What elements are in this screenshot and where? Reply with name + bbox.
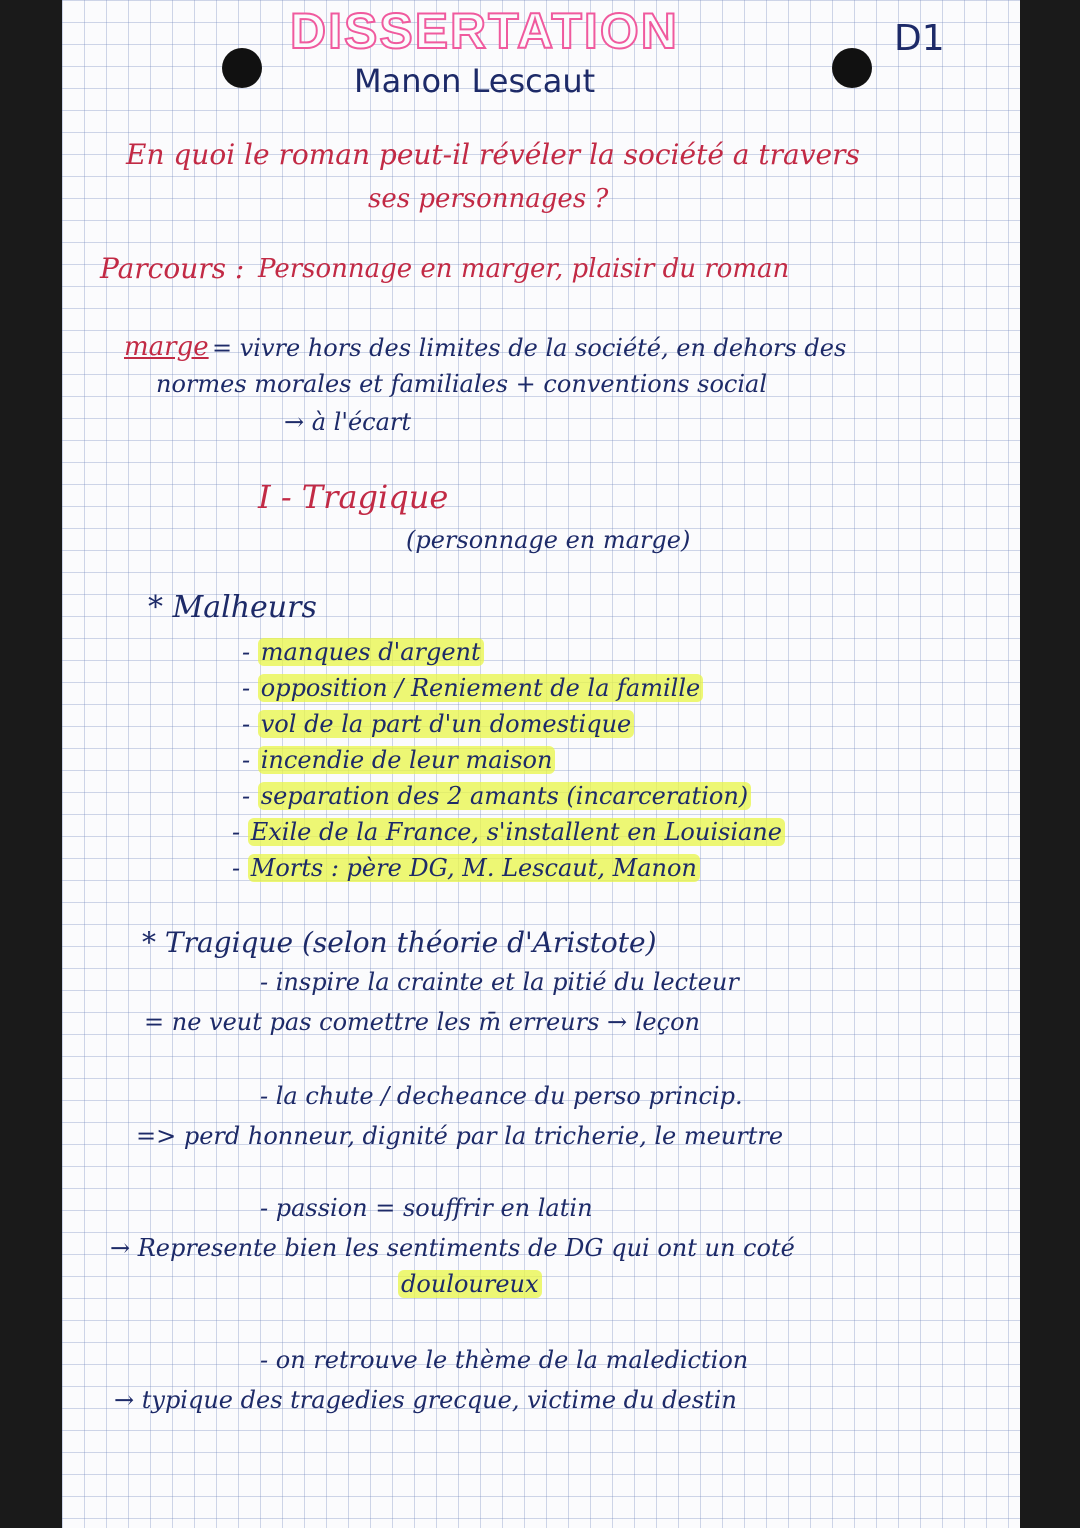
parcours-label: Parcours : xyxy=(100,252,245,285)
punch-hole-right xyxy=(832,48,872,88)
question-line-2: ses personnages ? xyxy=(368,184,609,214)
tragique-line-b2: => perd honneur, dignité par la tricherie, le meurtre xyxy=(136,1122,784,1150)
list-item: - opposition / Reniement de la famille xyxy=(242,674,703,702)
tragique-line-d1: - on retrouve le thème de la malediction xyxy=(260,1346,749,1374)
tragique-line-c3: douloureux xyxy=(398,1270,542,1298)
section-subtitle: (personnage en marge) xyxy=(406,526,691,554)
definition-line-3: → à l'écart xyxy=(284,408,412,436)
list-item: - Morts : père DG, M. Lescaut, Manon xyxy=(232,854,700,882)
tragique-heading: * Tragique (selon théorie d'Aristote) xyxy=(142,926,657,959)
list-item: - manques d'argent xyxy=(242,638,484,666)
list-item-text: opposition / Reniement de la famille xyxy=(258,674,703,702)
list-item-text: Exile de la France, s'installent en Louisiane xyxy=(248,818,785,846)
list-item: - separation des 2 amants (incarceration) xyxy=(242,782,751,810)
parcours-text: Personnage en marger, plaisir du roman xyxy=(258,254,790,284)
malheurs-heading: * Malheurs xyxy=(148,590,317,625)
list-item: - incendie de leur maison xyxy=(242,746,555,774)
list-item-text: vol de la part d'un domestique xyxy=(258,710,634,738)
page-subtitle: Manon Lescaut xyxy=(354,62,596,100)
list-item: - vol de la part d'un domestique xyxy=(242,710,634,738)
list-item-text: Morts : père DG, M. Lescaut, Manon xyxy=(248,854,700,882)
tragique-line-c1: - passion = souffrir en latin xyxy=(260,1194,593,1222)
notebook-page xyxy=(62,0,1020,1528)
punch-hole-left xyxy=(222,48,262,88)
tragique-line-c2: → Represente bien les sentiments de DG qui ont un coté xyxy=(110,1234,795,1262)
definition-line-2: normes morales et familiales + conventions social xyxy=(156,370,768,398)
list-item-text: separation des 2 amants (incarceration) xyxy=(258,782,751,810)
tragique-line-b1: - la chute / decheance du perso princip. xyxy=(260,1082,743,1110)
tragique-line-a2: = ne veut pas comettre les m̄ erreurs → leçon xyxy=(144,1008,700,1036)
list-item: - Exile de la France, s'installent en Louisiane xyxy=(232,818,785,846)
tragique-line-d2: → typique des tragedies grecque, victime du destin xyxy=(114,1386,737,1414)
section-title: I - Tragique xyxy=(258,478,449,516)
list-item-text: manques d'argent xyxy=(258,638,484,666)
tragique-line-a1: - inspire la crainte et la pitié du lecteur xyxy=(260,968,739,996)
page-code: D1 xyxy=(894,18,945,59)
definition-line-1: = vivre hors des limites de la société, en dehors des xyxy=(212,334,847,362)
page-title: DISSERTATION xyxy=(290,3,679,59)
list-item-text: incendie de leur maison xyxy=(258,746,556,774)
definition-term: marge xyxy=(124,332,209,362)
question-line-1: En quoi le roman peut-il révéler la société a travers xyxy=(126,138,860,171)
